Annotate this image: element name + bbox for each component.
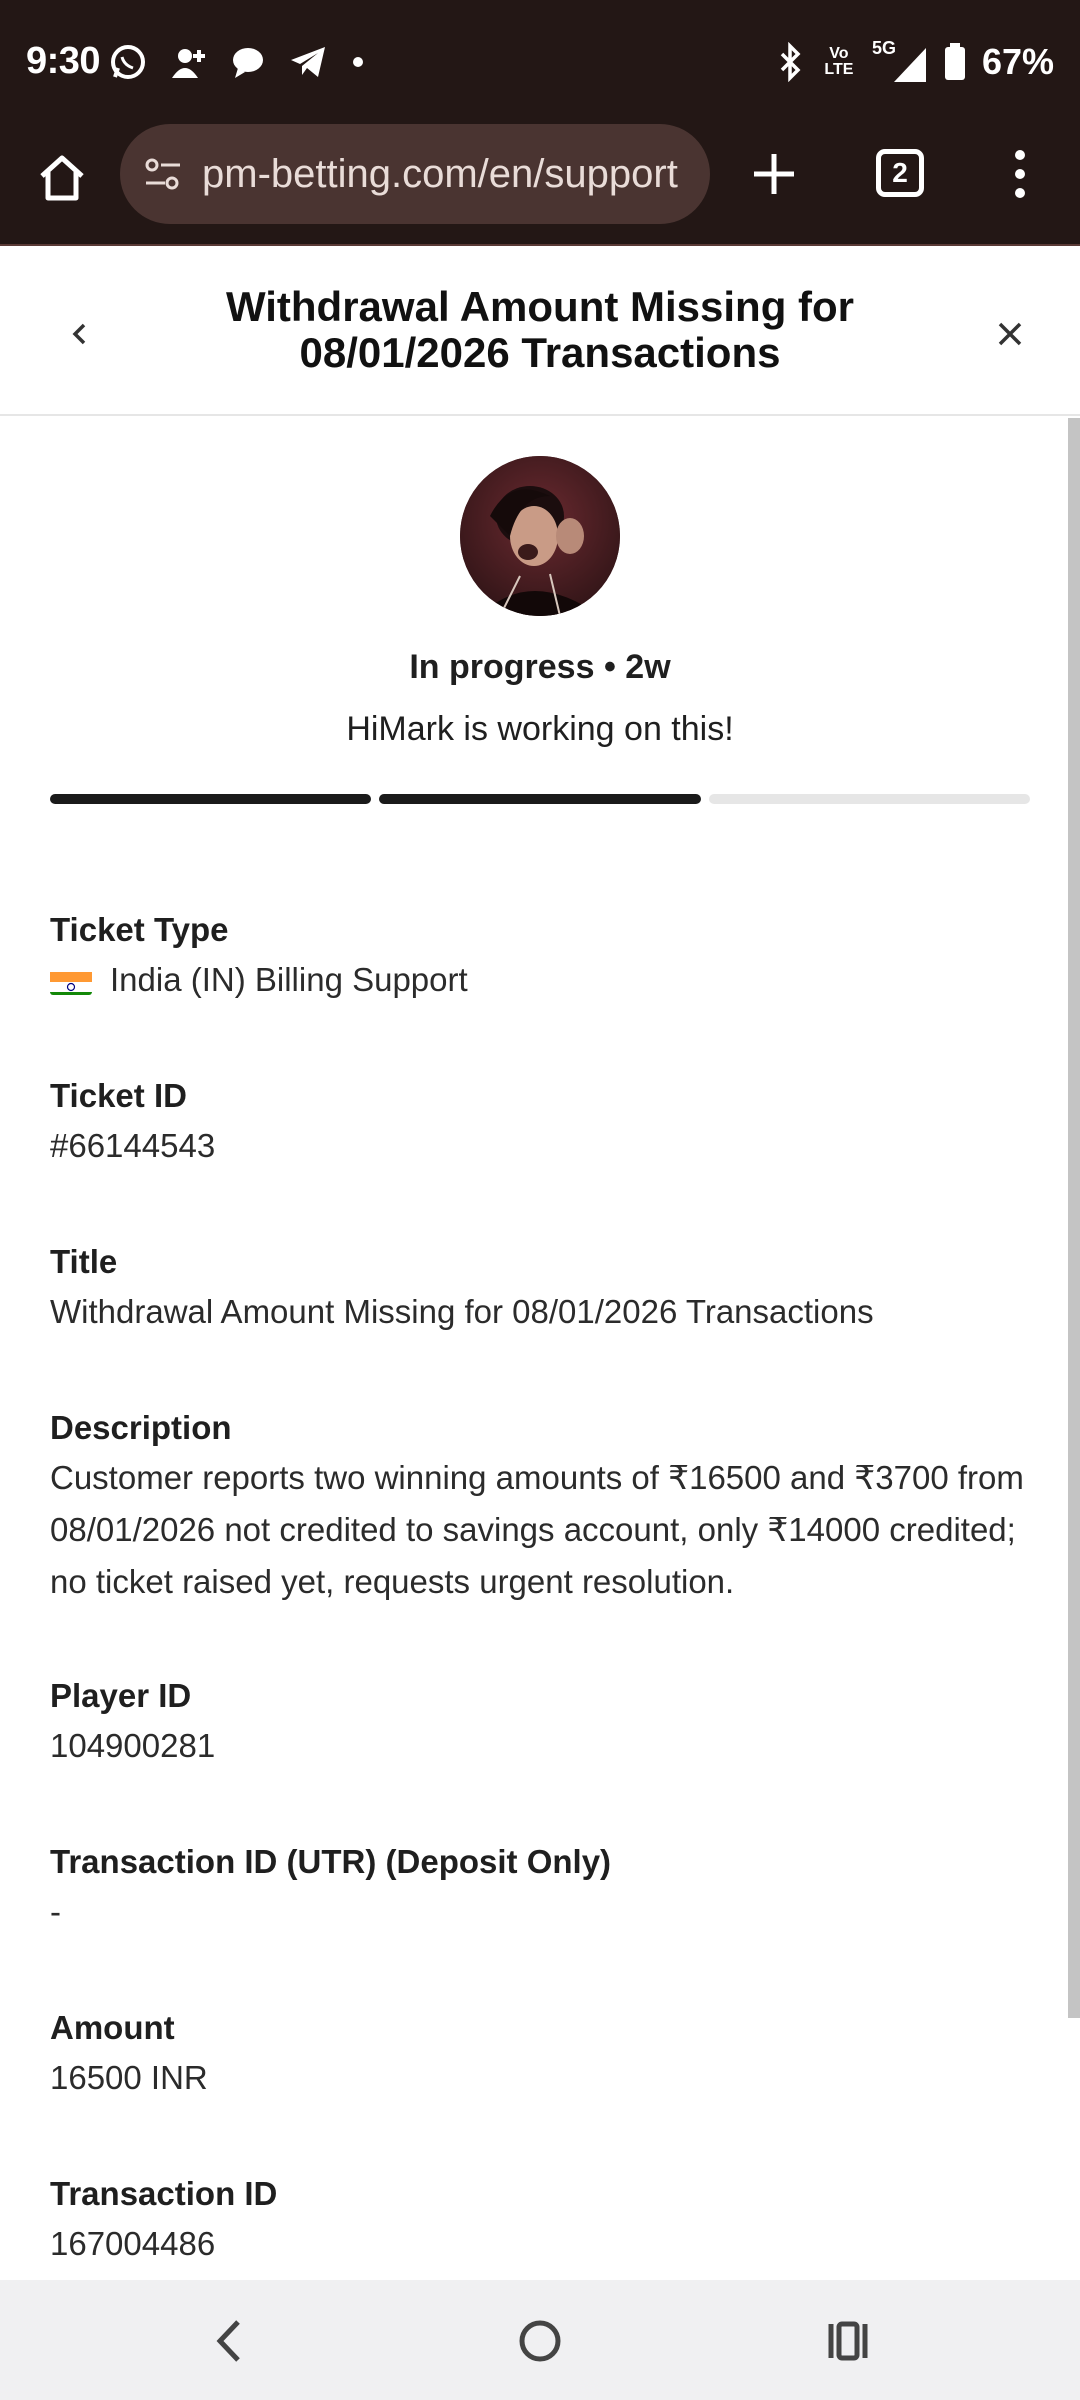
- field-amount: [50, 2008, 1040, 2104]
- scrollbar[interactable]: [1068, 418, 1080, 2018]
- close-button[interactable]: [980, 304, 1040, 364]
- site-settings-icon: [142, 153, 184, 195]
- nav-recents-button[interactable]: [808, 2306, 888, 2376]
- field-player-id: [50, 1676, 1040, 1772]
- menu-dot-icon: [1015, 188, 1025, 198]
- status-time: 9:30: [26, 40, 101, 82]
- menu-dot-icon: [1015, 150, 1025, 160]
- ticket-header: [0, 248, 1080, 416]
- bluetooth-icon: [776, 42, 806, 82]
- system-icons: [776, 40, 1054, 84]
- battery-percentage: 67%: [981, 41, 1054, 82]
- notification-icons: [108, 42, 368, 82]
- field-value-row: [50, 954, 1040, 1006]
- ticket-status: In progress • 2w: [409, 648, 671, 686]
- field-value: -: [50, 1893, 61, 1930]
- assignee-message: HiMark is working on this!: [346, 710, 734, 748]
- field-ticket-id: [50, 1076, 1040, 1172]
- field-value: 167004486: [50, 2225, 216, 2262]
- chat-bubble-icon: [228, 42, 268, 82]
- field-value: 16500 INR: [50, 2059, 208, 2096]
- ticket-progress-bar: [50, 794, 1030, 804]
- telegram-icon: [288, 42, 328, 82]
- field-value: Withdrawal Amount Missing for 08/01/2026 Transactions: [50, 1293, 874, 1330]
- volte-label: Vo LTE: [824, 45, 854, 78]
- field-label: Amount: [50, 2009, 175, 2046]
- url-text: pm-betting.com/en/support: [202, 151, 678, 196]
- field-label: Title: [50, 1243, 118, 1280]
- nav-back-button[interactable]: [190, 2306, 270, 2376]
- field-transaction-id: [50, 2174, 1040, 2270]
- india-flag-icon: [50, 965, 92, 995]
- field-label: Ticket ID: [50, 1077, 187, 1114]
- progress-step-3: [709, 794, 1030, 804]
- agent-avatar: [460, 456, 620, 616]
- field-value: #66144543: [50, 1127, 216, 1164]
- nav-home-button[interactable]: [500, 2306, 580, 2376]
- signal-strength-icon: [872, 40, 928, 84]
- address-bar[interactable]: [120, 124, 710, 224]
- more-notifications-dot-icon: [348, 42, 368, 82]
- whatsapp-icon: [108, 42, 148, 82]
- battery-icon: [944, 43, 966, 81]
- field-value: Customer reports two winning amounts of ₹16500 and ₹3700 from 08/01/2026 not credited to savings account, only ₹14000 credited; no ticket raised yet, requests urgent resolution.: [50, 1459, 1024, 1600]
- browser-toolbar: [0, 124, 1080, 246]
- field-value: 104900281: [50, 1727, 216, 1764]
- field-ticket-type: [50, 910, 1040, 1006]
- nav-back-icon: [210, 2316, 250, 2366]
- field-utr-transaction-id: [50, 1842, 1040, 1938]
- nav-home-icon: [515, 2316, 565, 2366]
- progress-step-2: [379, 794, 700, 804]
- field-description: [50, 1408, 1040, 1608]
- chevron-left-icon: [65, 319, 95, 349]
- browser-menu-button[interactable]: [1002, 144, 1038, 204]
- menu-dot-icon: [1015, 169, 1025, 179]
- plus-icon: [742, 142, 806, 206]
- system-navigation-bar: [0, 2280, 1080, 2400]
- nav-recents-icon: [823, 2316, 873, 2366]
- field-title: [50, 1242, 1040, 1338]
- new-tab-button[interactable]: [742, 142, 806, 206]
- tab-switcher-button[interactable]: 2: [876, 149, 924, 197]
- close-icon: [995, 319, 1025, 349]
- field-label: Description: [50, 1409, 232, 1446]
- home-icon: [36, 152, 88, 204]
- field-label: Ticket Type: [50, 911, 229, 948]
- status-bar: [0, 0, 1080, 124]
- add-contact-icon: [168, 42, 208, 82]
- field-label: Transaction ID: [50, 2175, 278, 2212]
- network-type: 5G: [871, 38, 896, 58]
- field-value: India (IN) Billing Support: [110, 961, 468, 998]
- field-label: Player ID: [50, 1677, 192, 1714]
- field-label: Transaction ID (UTR) (Deposit Only): [50, 1843, 612, 1880]
- home-button[interactable]: [30, 146, 94, 210]
- ticket-details[interactable]: [0, 418, 1068, 2278]
- progress-step-1: [50, 794, 371, 804]
- back-button[interactable]: [50, 304, 110, 364]
- page-title: Withdrawal Amount Missing for 08/01/2026 Transactions: [225, 283, 855, 376]
